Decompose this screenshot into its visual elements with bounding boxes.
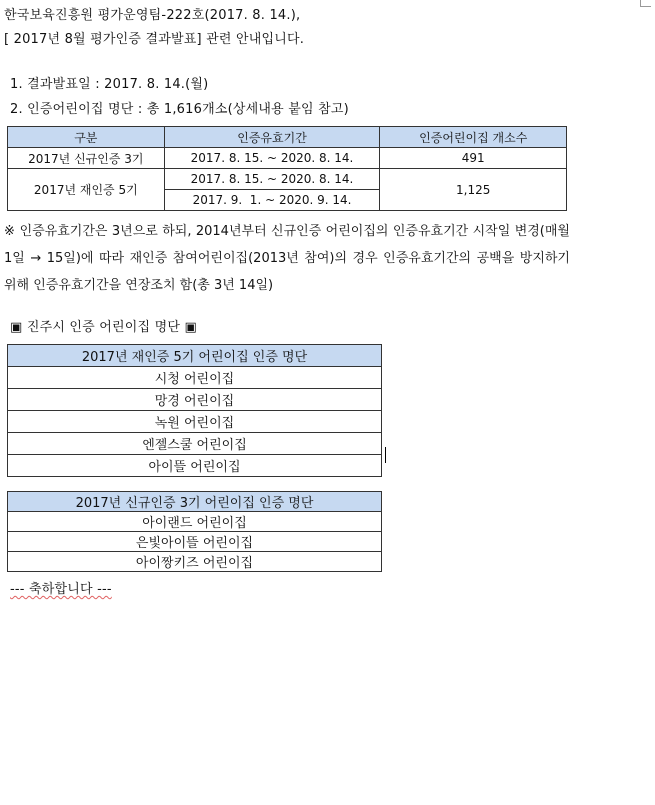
header-line-2: [ 2017년 8월 평가인증 결과발표] 관련 안내입니다. <box>4 32 305 47</box>
new-list-title: 2017년 신규인증 3기 어린이집 인증 명단 <box>8 492 382 512</box>
stats-row-new <box>8 148 567 169</box>
closing-message: --- 축하합니다 --- <box>10 582 112 597</box>
stats-renewal-period-2: 2017. 9. 1. ~ 2020. 9. 14. <box>164 190 380 211</box>
renewal-item: 시청 어린이집 <box>8 367 382 389</box>
table-row <box>8 389 382 411</box>
table-row <box>8 552 382 572</box>
new-item: 은빛아이뜰 어린이집 <box>8 532 382 552</box>
stats-header-count: 인증어린이집 개소수 <box>380 127 567 148</box>
stats-header-category: 구분 <box>8 127 165 148</box>
item-certified-list: 2. 인증어린이집 명단 : 총 1,616개소(상세내용 붙임 참고) <box>10 102 349 117</box>
header-line-1: 한국보육진흥원 평가운영팀-222호(2017. 8. 14.), <box>4 8 301 23</box>
stats-table-header-row <box>8 127 567 148</box>
table-row <box>8 512 382 532</box>
new-item: 아이랜드 어린이집 <box>8 512 382 532</box>
table-row <box>8 433 382 455</box>
renewal-list-header-row <box>8 345 382 367</box>
validity-note: ※ 인증유효기간은 3년으로 하되, 2014년부터 신규인증 어린이집의 인증유효기간 시작일 변경(매월 1일 → 15일)에 따라 재인증 참여어린이집(2013년 참여)의 경우 인증유효기간의 공백을 방지하기 위해 인증유효기간을 연장조치 함(총 3년 14일) <box>4 224 570 293</box>
renewal-item: 아이뜰 어린이집 <box>8 455 382 477</box>
new-list-table <box>7 491 382 572</box>
stats-header-period: 인증유효기간 <box>164 127 380 148</box>
page-corner-mark <box>640 0 651 7</box>
stats-row-renewal <box>8 169 567 190</box>
renewal-item: 녹원 어린이집 <box>8 411 382 433</box>
table-row <box>8 532 382 552</box>
stats-renewal-count: 1,125 <box>380 169 567 211</box>
section-title: ▣ 진주시 인증 어린이집 명단 ▣ <box>10 320 197 335</box>
stats-new-period: 2017. 8. 15. ~ 2020. 8. 14. <box>164 148 380 169</box>
table-row <box>8 455 382 477</box>
renewal-item: 엔젤스쿨 어린이집 <box>8 433 382 455</box>
new-list-header-row <box>8 492 382 512</box>
new-item: 아이짱키즈 어린이집 <box>8 552 382 572</box>
stats-new-label: 2017년 신규인증 3기 <box>8 148 165 169</box>
stats-table <box>7 126 567 211</box>
renewal-list-title: 2017년 재인증 5기 어린이집 인증 명단 <box>8 345 382 367</box>
text-cursor <box>385 447 386 463</box>
stats-new-count: 491 <box>380 148 567 169</box>
item-announcement-date: 1. 결과발표일 : 2017. 8. 14.(월) <box>10 77 209 92</box>
renewal-item: 망경 어린이집 <box>8 389 382 411</box>
stats-renewal-period-1: 2017. 8. 15. ~ 2020. 8. 14. <box>164 169 380 190</box>
table-row <box>8 367 382 389</box>
table-row <box>8 411 382 433</box>
stats-renewal-label: 2017년 재인증 5기 <box>8 169 165 211</box>
renewal-list-table <box>7 344 382 477</box>
